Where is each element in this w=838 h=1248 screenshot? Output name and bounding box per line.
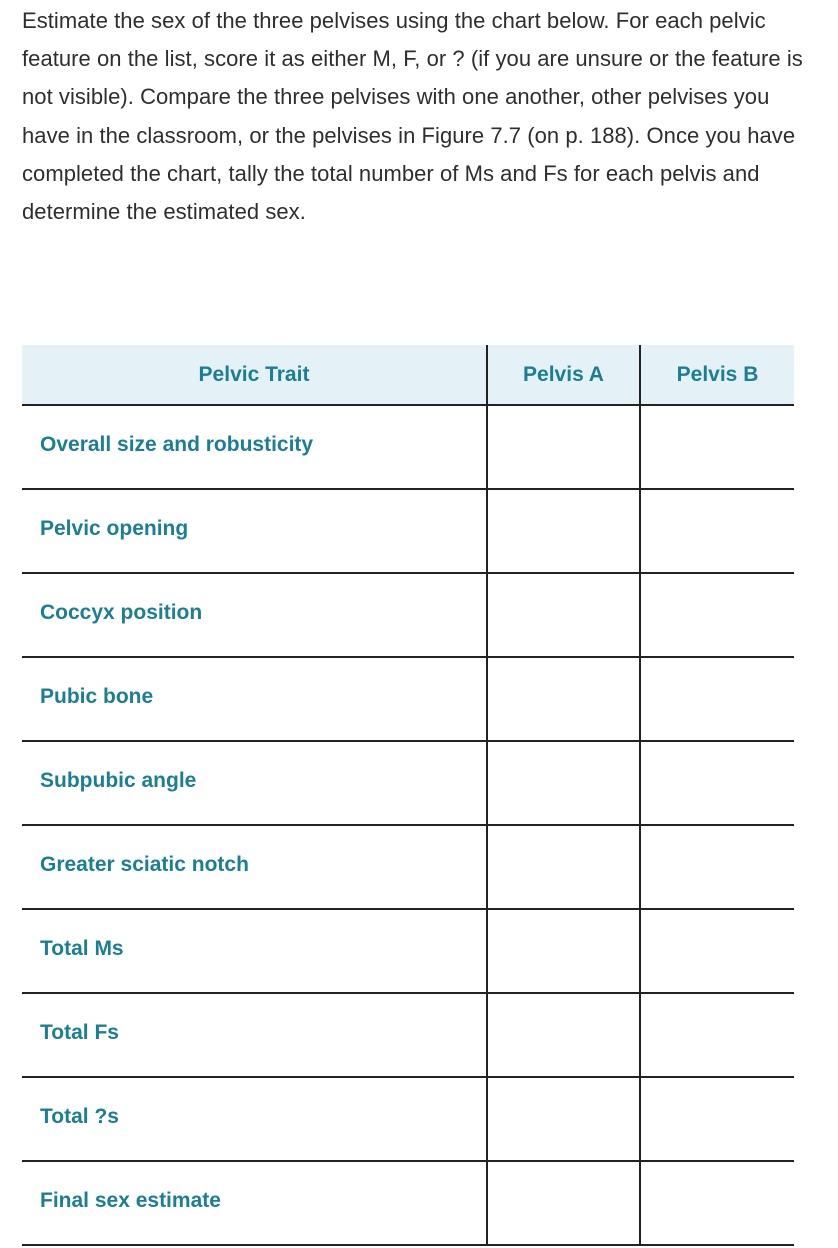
trait-label: Total ?s [22, 1077, 487, 1161]
pelvis-b-cell[interactable] [640, 1161, 794, 1245]
table-row [22, 489, 794, 573]
trait-label: Greater sciatic notch [22, 825, 487, 909]
pelvis-a-cell[interactable] [487, 993, 640, 1077]
table-row [22, 1161, 794, 1245]
table-row [22, 993, 794, 1077]
pelvis-a-cell[interactable] [487, 1077, 640, 1161]
trait-label: Overall size and robusticity [22, 405, 487, 489]
table-row [22, 573, 794, 657]
pelvis-a-cell[interactable] [487, 489, 640, 573]
pelvis-b-cell[interactable] [640, 993, 794, 1077]
table-row [22, 657, 794, 741]
pelvis-a-cell[interactable] [487, 741, 640, 825]
header-pelvis-a: Pelvis A [487, 345, 640, 405]
table-row [22, 741, 794, 825]
pelvis-b-cell[interactable] [640, 573, 794, 657]
pelvis-b-cell[interactable] [640, 657, 794, 741]
trait-label: Final sex estimate [22, 1161, 487, 1245]
header-pelvis-b: Pelvis B [640, 345, 794, 405]
chart-body [22, 405, 794, 1245]
trait-label: Pubic bone [22, 657, 487, 741]
pelvis-a-cell[interactable] [487, 573, 640, 657]
pelvis-b-cell[interactable] [640, 741, 794, 825]
header-row [22, 345, 794, 405]
trait-label: Total Ms [22, 909, 487, 993]
pelvis-b-cell[interactable] [640, 489, 794, 573]
pelvis-a-cell[interactable] [487, 825, 640, 909]
trait-label: Pelvic opening [22, 489, 487, 573]
table-row [22, 405, 794, 489]
chart-header [22, 345, 794, 405]
pelvis-a-cell[interactable] [487, 909, 640, 993]
pelvis-a-cell[interactable] [487, 1161, 640, 1245]
instructions-paragraph: Estimate the sex of the three pelvises using the chart below. For each pelvic feature on the list, score it as either M, F, or ? (if you are unsure or the feature is not visible). Compare the three pelvises with one another, other pelvises you have in the classroom, or the pelvises in Figure 7.7 (on p. 188). Once you have completed the chart, tally the total number of Ms and Fs for each pelvis and determine the estimated sex. [22, 8, 803, 225]
table-row [22, 909, 794, 993]
trait-label: Total Fs [22, 993, 487, 1077]
pelvis-sex-chart [22, 345, 794, 1246]
pelvis-a-cell[interactable] [487, 405, 640, 489]
pelvis-b-cell[interactable] [640, 1077, 794, 1161]
table-row [22, 1077, 794, 1161]
trait-label: Subpubic angle [22, 741, 487, 825]
table-row [22, 825, 794, 909]
pelvis-a-cell[interactable] [487, 657, 640, 741]
pelvis-b-cell[interactable] [640, 405, 794, 489]
pelvis-b-cell[interactable] [640, 825, 794, 909]
trait-label: Coccyx position [22, 573, 487, 657]
header-pelvic-trait: Pelvic Trait [22, 345, 487, 405]
pelvis-b-cell[interactable] [640, 909, 794, 993]
